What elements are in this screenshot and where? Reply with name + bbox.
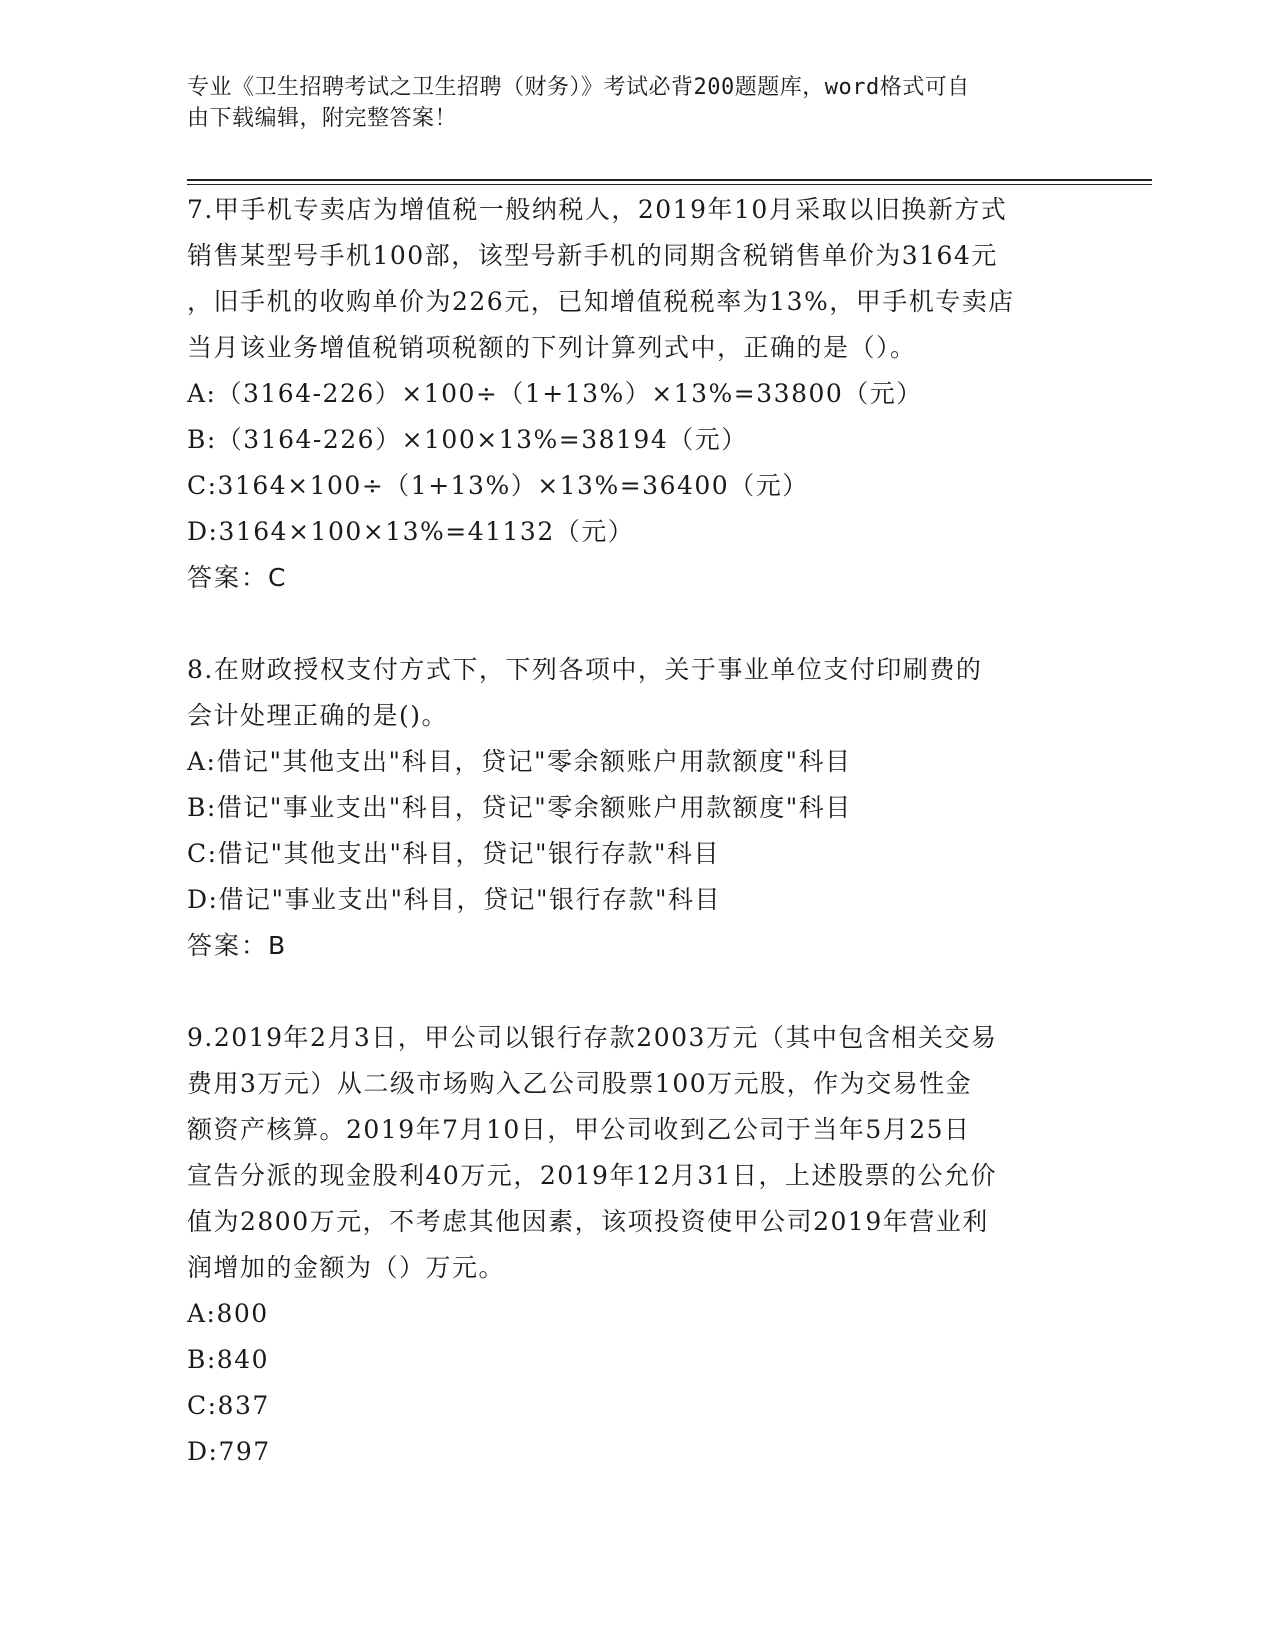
stem-line: 润增加的金额为（）万元。 xyxy=(187,1253,506,1282)
question-stem xyxy=(187,1015,1087,1291)
stem-line: 9.2019年2月3日，甲公司以银行存款2003万元（其中包含相关交易 xyxy=(187,1023,998,1052)
question-9 xyxy=(187,1015,1087,1475)
stem-line: 会计处理正确的是()。 xyxy=(187,701,449,730)
option-c: C:837 xyxy=(187,1391,270,1420)
question-spacer xyxy=(187,601,1087,647)
option-b: B:840 xyxy=(187,1345,270,1374)
question-stem xyxy=(187,187,1087,371)
stem-line: 宣告分派的现金股利40万元，2019年12月31日，上述股票的公允价 xyxy=(187,1161,998,1190)
question-list xyxy=(187,187,1087,1475)
answer-label: 答案：C xyxy=(187,563,288,592)
header-line-2: 由下载编辑，附完整答案！ xyxy=(187,106,458,131)
stem-line: 当月该业务增值税销项税额的下列计算列式中，正确的是（）。 xyxy=(187,333,917,362)
option-b: B:（3164-226）×100×13%=38194（元） xyxy=(187,425,748,454)
stem-line: 值为2800万元，不考虑其他因素，该项投资使甲公司2019年营业利 xyxy=(187,1207,989,1236)
option-d: D:797 xyxy=(187,1437,271,1466)
header-divider-thick xyxy=(187,179,1152,181)
document-header xyxy=(187,72,1067,134)
question-stem xyxy=(187,647,1087,739)
option-c: C:3164×100÷（1+13%）×13%=36400（元） xyxy=(187,471,809,500)
header-line-1: 专业《卫生招聘考试之卫生招聘（财务）》考试必背200题题库，word格式可自 xyxy=(187,75,970,100)
question-7 xyxy=(187,187,1087,601)
option-a: A:800 xyxy=(187,1299,269,1328)
answer-label: 答案：B xyxy=(187,931,288,960)
stem-line: 额资产核算。2019年7月10日，甲公司收到乙公司于当年5月25日 xyxy=(187,1115,971,1144)
option-a: A:借记"其他支出"科目，贷记"零余额账户用款额度"科目 xyxy=(187,747,852,776)
stem-line: 7.甲手机专卖店为增值税一般纳税人，2019年10月采取以旧换新方式 xyxy=(187,195,1008,224)
question-spacer xyxy=(187,969,1087,1015)
option-b: B:借记"事业支出"科目，贷记"零余额账户用款额度"科目 xyxy=(187,793,852,822)
option-d: D:3164×100×13%=41132（元） xyxy=(187,517,635,546)
option-c: C:借记"其他支出"科目，贷记"银行存款"科目 xyxy=(187,839,721,868)
option-d: D:借记"事业支出"科目，贷记"银行存款"科目 xyxy=(187,885,721,914)
question-8 xyxy=(187,647,1087,969)
stem-line: 8.在财政授权支付方式下，下列各项中，关于事业单位支付印刷费的 xyxy=(187,655,983,684)
option-a: A:（3164-226）×100÷（1+13%）×13%=33800（元） xyxy=(187,379,923,408)
stem-line: 销售某型号手机100部，该型号新手机的同期含税销售单价为3164元 xyxy=(187,241,998,270)
stem-line: 费用3万元）从二级市场购入乙公司股票100万元股，作为交易性金 xyxy=(187,1069,973,1098)
header-divider-thin xyxy=(187,184,1152,185)
stem-line: ，旧手机的收购单价为226元，已知增值税税率为13%，甲手机专卖店 xyxy=(187,287,1015,316)
